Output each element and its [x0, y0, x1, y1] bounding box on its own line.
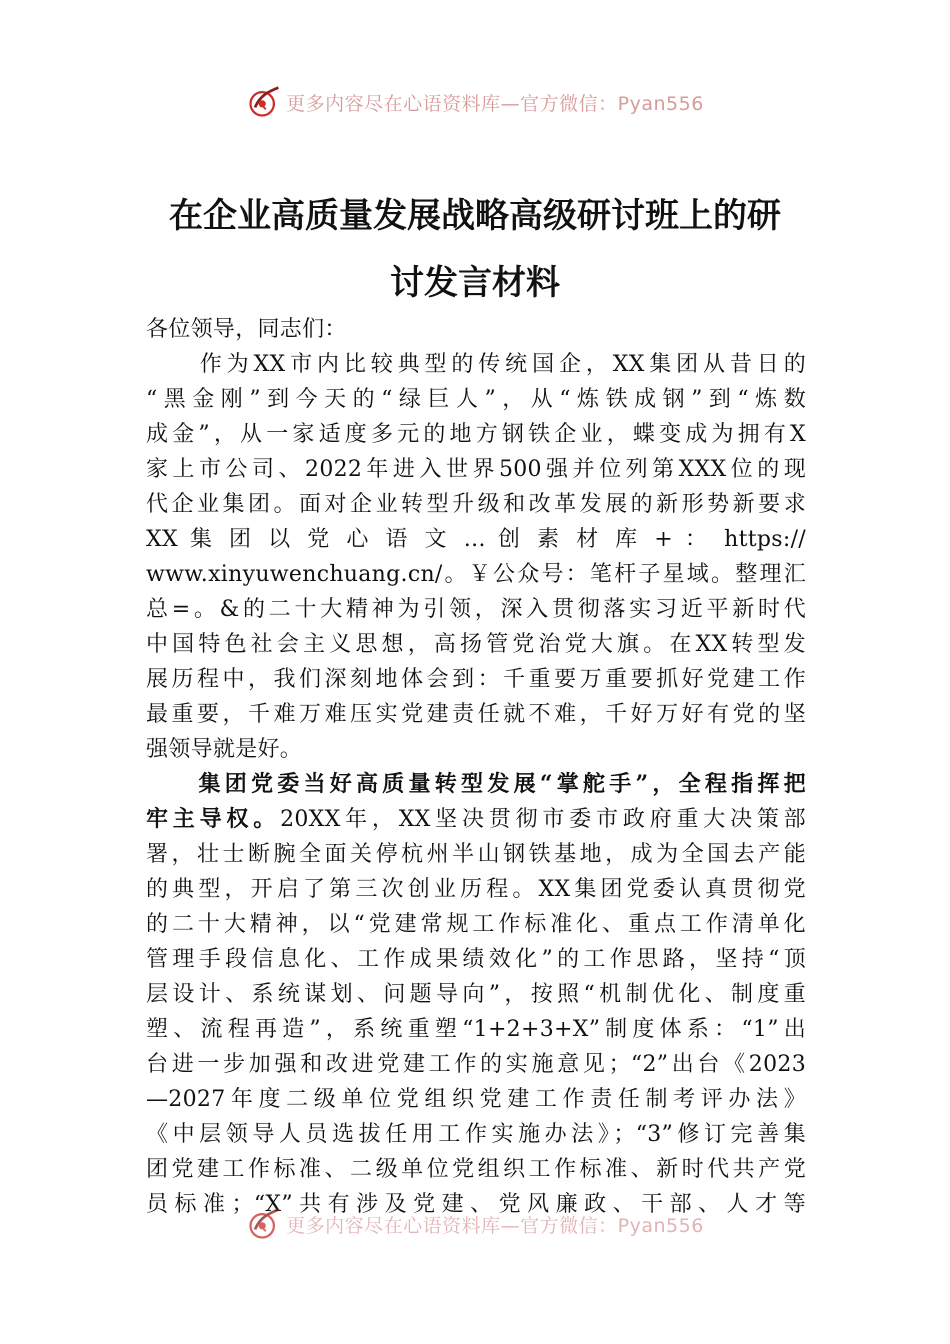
- text-line: 团党建工作标准、二级单位党组织工作标准、新时代共产党: [146, 1157, 806, 1182]
- text-line: 展历程中，我们深刻地体会到：千重要万重要抓好党建工作: [146, 667, 806, 692]
- text-line: 员标准；“X”共有涉及党建、党风廉政、干部、人才等: [146, 1192, 806, 1217]
- section-heading: 集团党委当好高质量转型发展“掌舵手”，全程指挥把: [146, 771, 806, 797]
- page-title-line-1: 在企业高质量发展战略高级研讨班上的研: [169, 196, 781, 236]
- brand-logo-icon: [246, 84, 282, 120]
- text-line: 中国特色社会主义思想，高扬管党治党大旗。在XX转型发: [146, 632, 806, 657]
- text-line: 的二十大精神，以“党建常规工作标准化、重点工作清单化: [146, 912, 806, 937]
- text-line: 家上市公司、2022年进入世界500强并位列第XXX位的现: [146, 457, 806, 482]
- text-line: 层设计、系统谋划、问题导向”，按照“机制优化、制度重: [146, 982, 806, 1007]
- text-line: 管理手段信息化、工作成果绩效化”的工作思路，坚持“顶: [146, 947, 806, 972]
- text-line: 成金”，从一家适度多元的地方钢铁企业，蝶变成为拥有X: [146, 422, 806, 447]
- text-line: 署，壮士断腕全面关停杭州半山钢铁基地，成为全国去产能: [146, 842, 806, 867]
- brand-logo-icon: [246, 1206, 282, 1242]
- document-body: [146, 312, 806, 1217]
- text-line: 代企业集团。面对企业转型升级和改革发展的新形势新要求: [146, 492, 806, 517]
- text-line: 塑、流程再造”，系统重塑“1+2+3+X”制度体系：“1”出: [146, 1017, 806, 1042]
- text-line: 总=。&的二十大精神为引领，深入贯彻落实习近平新时代: [146, 597, 806, 622]
- text-line: 台进一步加强和改进党建工作的实施意见；“2”出台《2023: [146, 1052, 806, 1077]
- watermark-header: [0, 82, 950, 122]
- text-line: 作为XX市内比较典型的传统国企，XX集团从昔日的: [146, 352, 806, 377]
- text-line: XX 集 团 以 党 心 语 文 … 创 素 材 库 + ： https://: [146, 527, 806, 552]
- text-line: —2027年度二级单位党组织党建工作责任制考评办法》: [146, 1087, 806, 1112]
- watermark-text: 更多内容尽在心语资料库—官方微信：Pyan556: [286, 1214, 704, 1237]
- section-heading-end: 牢主导权。: [146, 806, 281, 832]
- greeting: 各位领导，同志们：: [146, 317, 347, 342]
- watermark-text: 更多内容尽在心语资料库—官方微信：Pyan556: [286, 92, 704, 115]
- text-line-mixed: [146, 802, 806, 837]
- text-line: www.xinyuwenchuang.cn/。￥公众号：笔杆子星域。整理汇: [146, 562, 806, 587]
- text-line: 强领导就是好。: [146, 737, 303, 762]
- text-line: 的典型，开启了第三次创业历程。XX集团党委认真贯彻党: [146, 877, 806, 902]
- watermark-footer: [0, 1204, 950, 1244]
- text-line: 最重要，千难万难压实党建责任就不难，千好万好有党的坚: [146, 702, 806, 727]
- page-title-line-2: 讨发言材料: [390, 263, 560, 303]
- text-line: 《中层领导人员选拔任用工作实施办法》；“3”修订完善集: [146, 1122, 806, 1147]
- text-span: 20XX年，XX坚决贯彻市委市政府重大决策部: [280, 807, 806, 832]
- text-line: “黑金刚”到今天的“绿巨人”，从“炼铁成钢”到“炼数: [146, 387, 806, 412]
